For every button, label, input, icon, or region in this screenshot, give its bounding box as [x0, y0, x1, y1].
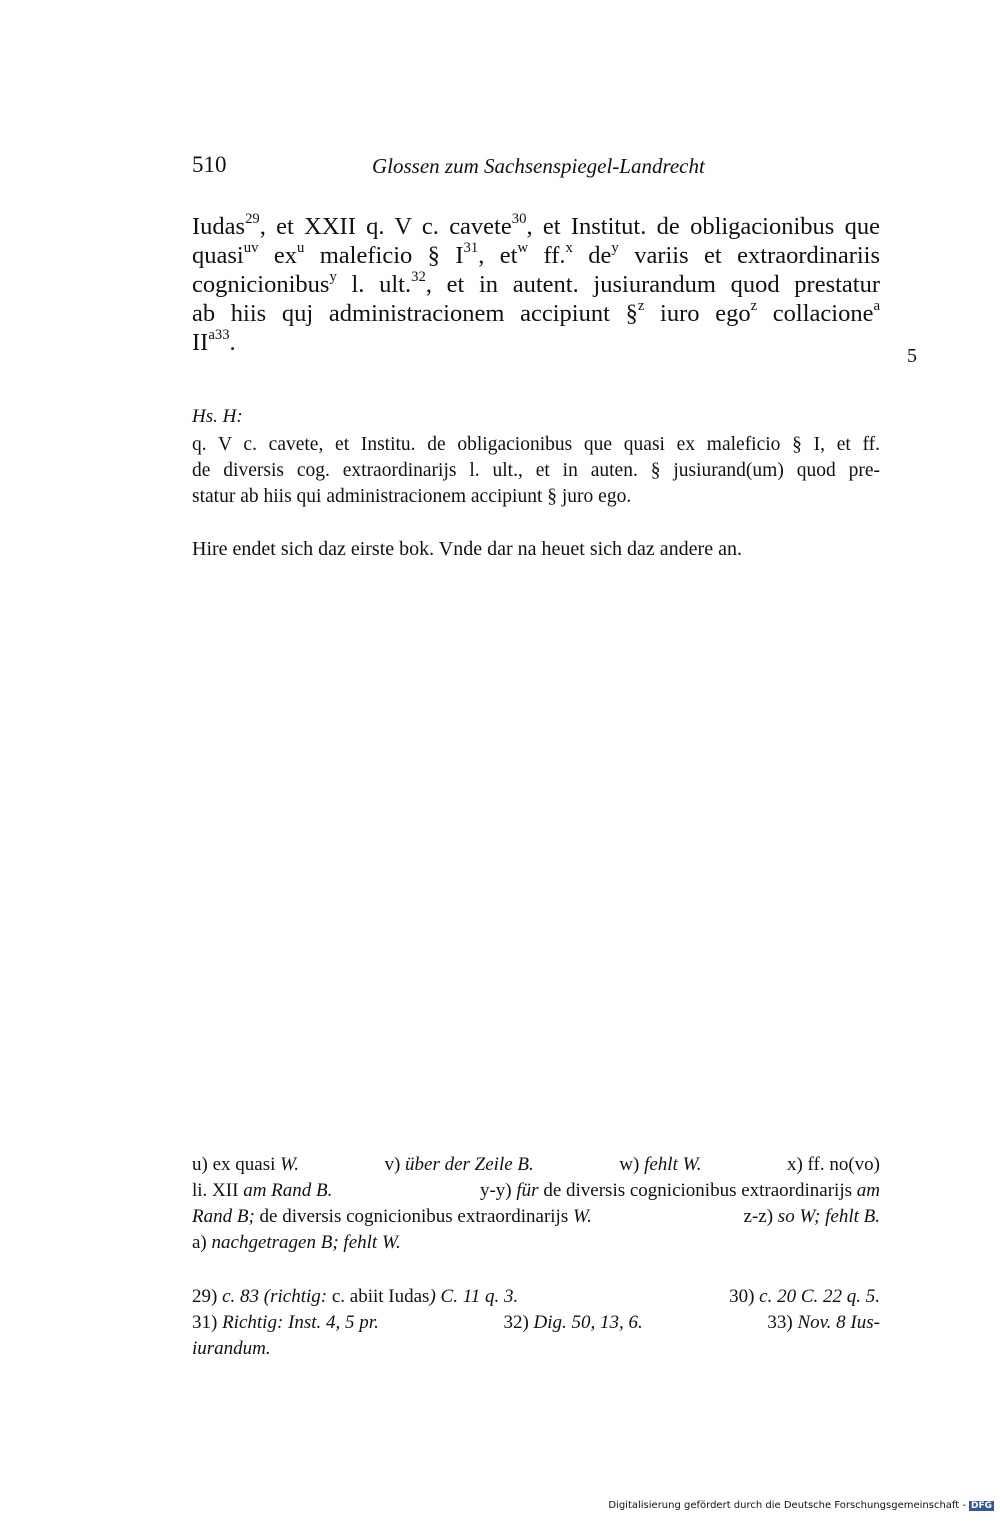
main-line-1: Iudas$^{29}$, et XXII q. V c. cavete$^{30}$, et Institut. de obligacionibus que [192, 210, 880, 240]
hs-line-2: de diversis cog. extraordinarijs l. ult., et in auten. § jusiurand(um) quod pre- [192, 460, 880, 481]
letter-notes-row-1 [192, 1152, 880, 1178]
running-title: Glossen zum Sachsenspiegel-Landrecht [372, 154, 705, 178]
letter-notes-row-3: Rand B; de diversis cognicionibus extraordinarijs W. z-z) so W; fehlt B. [192, 1206, 880, 1227]
number-notes-row-1: 29) c. 83 (richtig: c. abiit Iudas) C. 11 q. 3. 30) c. 20 C. 22 q. 5. [192, 1286, 880, 1307]
letter-footnotes [192, 1152, 880, 1256]
note-u: u) ex quasi W. [192, 1154, 299, 1175]
line-number: 5 [907, 345, 917, 367]
credit-text: Digitalisierung gefördert durch die Deutsche Forschungsgemeinschaft - [608, 1500, 966, 1511]
digitization-credit [608, 1500, 994, 1511]
page-header [192, 152, 882, 186]
manuscript-label: Hs. H: [192, 406, 243, 427]
page-number: 510 [192, 152, 227, 177]
hs-line-3: statur ab hiis qui administracionem accipiunt § juro ego. [192, 486, 632, 507]
number-notes-row-3: iurandum. [192, 1338, 271, 1359]
number-notes-row-2: 31) Richtig: Inst. 4, 5 pr. 32) Dig. 50, 13, 6. 33) Nov. 8 Ius- [192, 1312, 880, 1333]
manuscript-variant [192, 432, 880, 510]
number-footnotes [192, 1284, 880, 1362]
main-line-5: $II^{a33}$. [192, 326, 236, 356]
note-x: x) ff. no(vo) [786, 1154, 880, 1175]
main-line-3: cognicionibus$^y$ l. ult.$^{32}$, et in autent. jusiurandum quod prestatur [192, 268, 881, 298]
hs-line-1: q. V c. cavete, et Institu. de obligacionibus que quasi ex maleficio § I, et ff. [192, 434, 880, 455]
letter-notes-row-4: a) nachgetragen B; fehlt W. [192, 1232, 401, 1253]
main-line-4: ab hiis quj administracionem accipiunt §$^z$ iuro ego$^z$ collacione$^a$ [192, 297, 881, 327]
note-v: v) über der Zeile B. [384, 1154, 534, 1175]
main-text [192, 212, 880, 357]
main-line-2: quasi$^{uv}$ $ex^u$ maleficio § $I^{31}$, $et^w$ ff.$^x$ $de^y$ variis et extraordinariis [192, 239, 881, 269]
letter-notes-row-2: li. XII am Rand B. y-y) für de diversis cognicionibus extraordinarijs am [192, 1180, 880, 1201]
note-w: w) fehlt W. [619, 1154, 702, 1175]
dfg-logo: DFG [970, 1500, 992, 1511]
closing-line: Hire endet sich daz eirste bok. Vnde dar na heuet sich daz andere an. [192, 538, 742, 560]
